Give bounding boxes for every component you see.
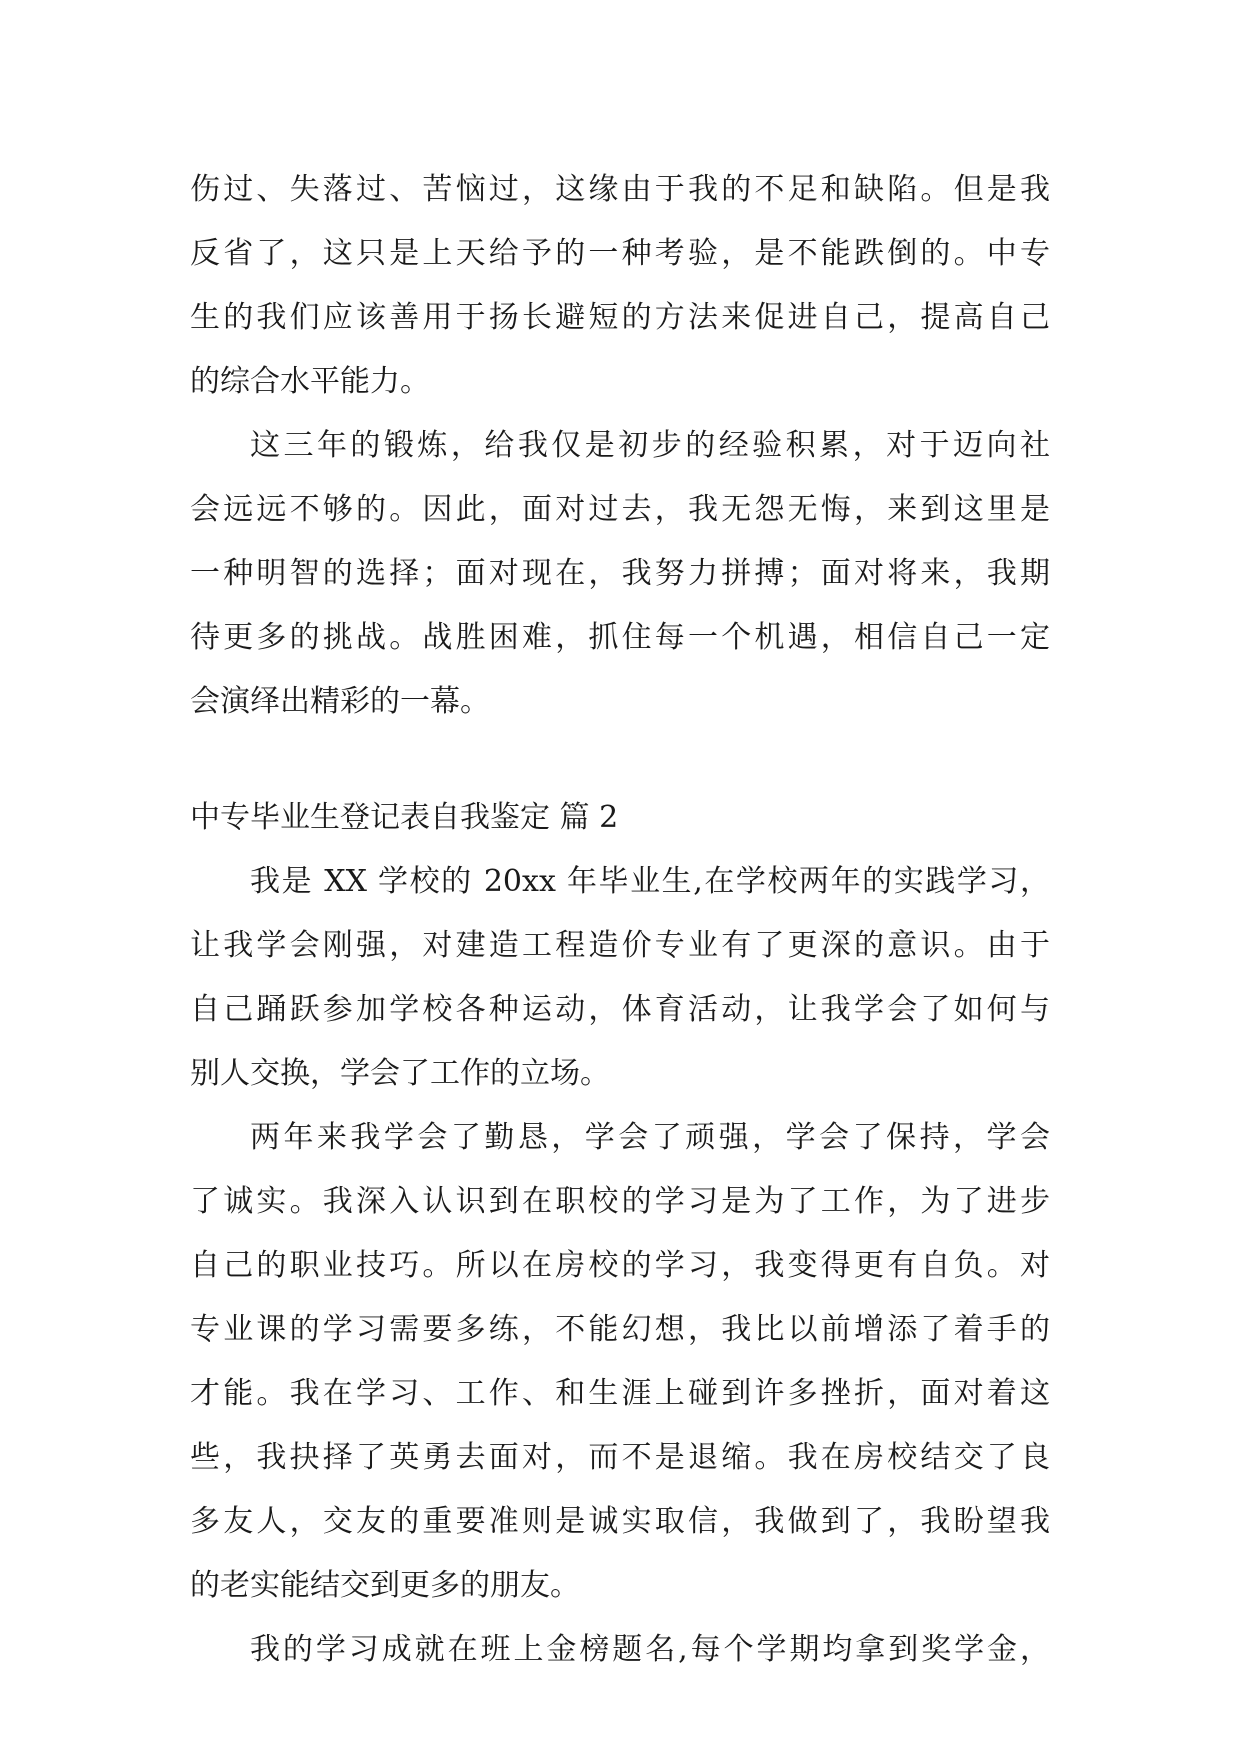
text-line: 自己踊跃参加学校各种运动，体育活动，让我学会了如何与: [190, 992, 1050, 1027]
text-line: 别人交换，学会了工作的立场。: [190, 1056, 610, 1091]
text-line: 些，我抉择了英勇去面对，而不是退缩。我在房校结交了良: [190, 1440, 1050, 1475]
paragraph-5: [190, 1618, 1050, 1682]
text-line: 会远远不够的。因此，面对过去，我无怨无悔，来到这里是: [190, 492, 1050, 527]
text-line: 让我学会刚强，对建造工程造价专业有了更深的意识。由于: [190, 928, 1050, 963]
text-line: 的综合水平能力。: [190, 364, 430, 399]
paragraph-1: [190, 158, 1050, 414]
section-heading: 中专毕业生登记表自我鉴定 篇 2: [190, 800, 619, 835]
text-line: 多友人，交友的重要准则是诚实取信，我做到了，我盼望我: [190, 1504, 1050, 1539]
text-line: 待更多的挑战。战胜困难，抓住每一个机遇，相信自己一定: [190, 620, 1050, 655]
text-line: 的老实能结交到更多的朋友。: [190, 1568, 580, 1603]
paragraph-4: [190, 1106, 1050, 1618]
text-line: 才能。我在学习、工作、和生涯上碰到许多挫折，面对着这: [190, 1376, 1050, 1411]
text-line: 我是 XX 学校的 20xx 年毕业生,在学校两年的实践学习，: [250, 864, 1050, 899]
section-spacer: [190, 734, 1050, 786]
text-line: 了诚实。我深入认识到在职校的学习是为了工作，为了进步: [190, 1184, 1050, 1219]
text-line: 自己的职业技巧。所以在房校的学习，我变得更有自负。对: [190, 1248, 1050, 1283]
paragraph-2: [190, 414, 1050, 734]
paragraph-3: [190, 850, 1050, 1106]
text-line: 这三年的锻炼，给我仅是初步的经验积累，对于迈向社: [250, 428, 1050, 463]
text-line: 一种明智的选择；面对现在，我努力拼搏；面对将来，我期: [190, 556, 1050, 591]
document-body: [190, 158, 1050, 1682]
text-line: 专业课的学习需要多练，不能幻想，我比以前增添了着手的: [190, 1312, 1050, 1347]
text-line: 会演绎出精彩的一幕。: [190, 684, 490, 719]
text-line: 生的我们应该善用于扬长避短的方法来促进自己，提高自己: [190, 300, 1050, 335]
text-line: 反省了，这只是上天给予的一种考验，是不能跌倒的。中专: [190, 236, 1050, 271]
text-line: 伤过、失落过、苦恼过，这缘由于我的不足和缺陷。但是我: [190, 172, 1050, 207]
text-line: 两年来我学会了勤恳，学会了顽强，学会了保持，学会: [250, 1120, 1050, 1155]
text-line: 我的学习成就在班上金榜题名,每个学期均拿到奖学金，: [250, 1632, 1050, 1667]
